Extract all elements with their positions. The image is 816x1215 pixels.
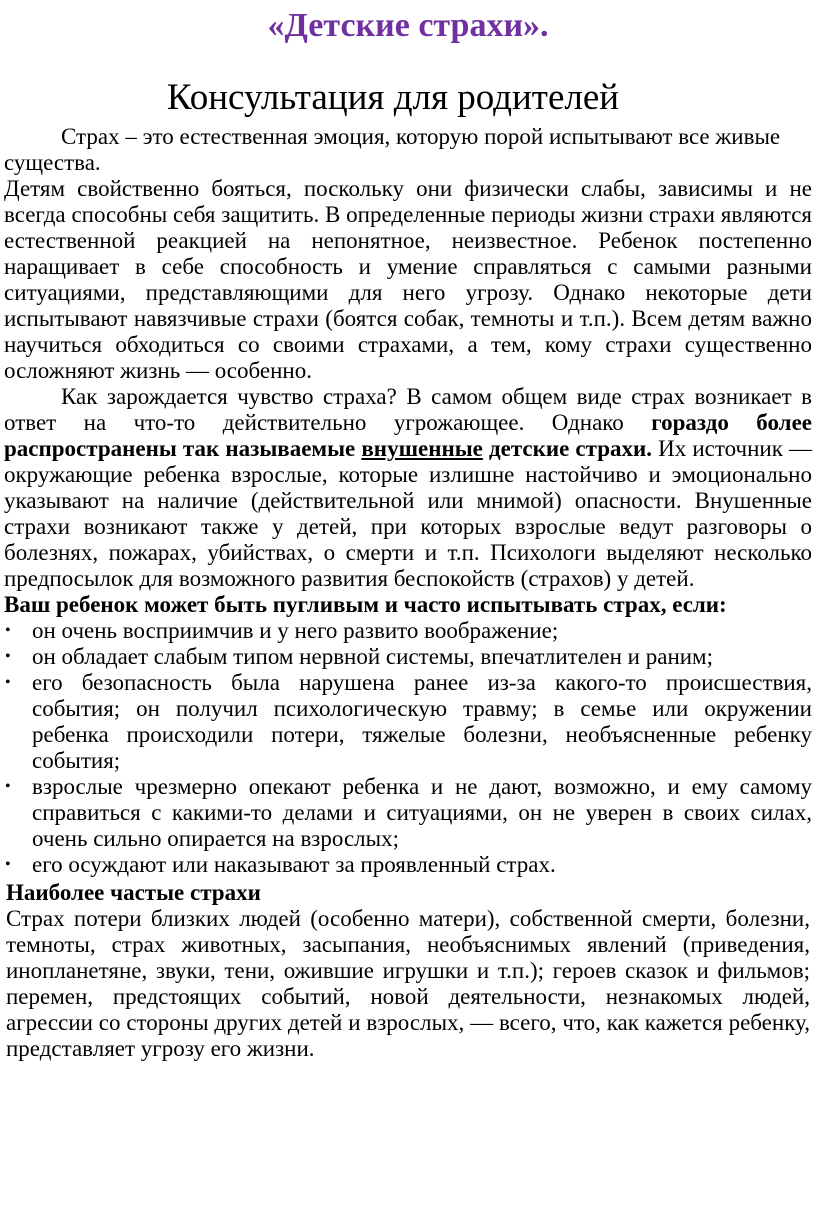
bullet-icon: • (5, 674, 11, 691)
bullet-icon: • (5, 778, 11, 795)
bullet-icon: • (5, 856, 11, 873)
bullet-icon: • (5, 648, 11, 665)
intro-paragraph-2: Детям свойственно бояться, поскольку они физически слабы, зависимы и не всегда способны себя защитить. В определенные периоды жизни страхи являются естественной реакцией на непонятное, неизвестное. Ребенок постепенно наращивает в себе способность и умение справляться с самыми разными ситуациями, представляющими для него угрозу. Однако некоторые дети испытывают навязчивые страхи (боятся собак, темноты и т.п.). Всем детям важно научиться обходиться со своими страхами, а тем, кому страхи существенно осложняют жизнь — особенно. (4, 176, 812, 383)
intro-paragraph-1: Страх – это естественная эмоция, которую порой испытывают все живые существа. (4, 124, 781, 175)
list-item: • его безопасность была нарушена ранее из-за какого-то происшествия, события; он получил психологическую травму; в семье или окружении ребенка происходили потери, тяжелые болезни, необъясненные ребенку события; (5, 670, 812, 773)
origin-lead: Как зарождается чувство страха? В самом общем виде страх возникает в ответ на что-то действительно угрожающее. Однако (4, 384, 812, 435)
intro-section (0, 124, 816, 592)
document-title: «Детские страхи». (267, 7, 549, 44)
list-item: • он обладает слабым типом нервной системы, впечатлителен и раним; (5, 644, 714, 669)
list-item: • он очень восприимчив и у него развито воображение; (5, 618, 559, 643)
origin-bold-b: детские страхи. (482, 436, 653, 461)
list-item: • его осуждают или наказывают за проявленный страх. (5, 852, 556, 877)
common-fears-heading: Наиболее частые страхи (6, 880, 261, 905)
list-item: • взрослые чрезмерно опекают ребенка и не дают, возможно, и ему самому справиться с какими-то делами и ситуациями, он не уверен в своих силах, очень сильно опирается на взрослых; (5, 774, 812, 851)
bullet-icon: • (5, 622, 11, 639)
document-subtitle: Консультация для родителей (166, 77, 620, 118)
origin-bold-underlined: внушенные (361, 436, 483, 461)
origin-bold-a: гораздо более распространены так называемые (4, 410, 812, 461)
causes-heading: Ваш ребенок может быть пугливым и часто испытывать страх, если: (4, 592, 727, 617)
common-fears-paragraph: Страх потери близких людей (особенно матери), собственной смерти, болезни, темноты, страх животных, засыпания, необъяснимых явлений (приведения, инопланетяне, звуки, тени, ожившие игрушки и т.п.); героев сказок и фильмов; перемен, предстоящих событий, новой деятельности, незнакомых людей, агрессии со стороны других детей и взрослых, — всего, что, как кажется ребенку, представляет угрозу его жизни. (6, 906, 810, 1061)
origin-rest: Их источник — окружающие ребенка взрослые, которые излишне настойчиво и эмоционально указывают на наличие (действительной или мнимой) опасности. Внушенные страхи возникают также у детей, при которых взрослые ведут разговоры о болезнях, пожарах, убийствах, о смерти и т.п. Психологи выделяют несколько предпосылок для возможного развития беспокойств (страхов) у детей. (4, 436, 812, 591)
causes-list (0, 618, 816, 878)
origin-paragraph (0, 384, 816, 592)
